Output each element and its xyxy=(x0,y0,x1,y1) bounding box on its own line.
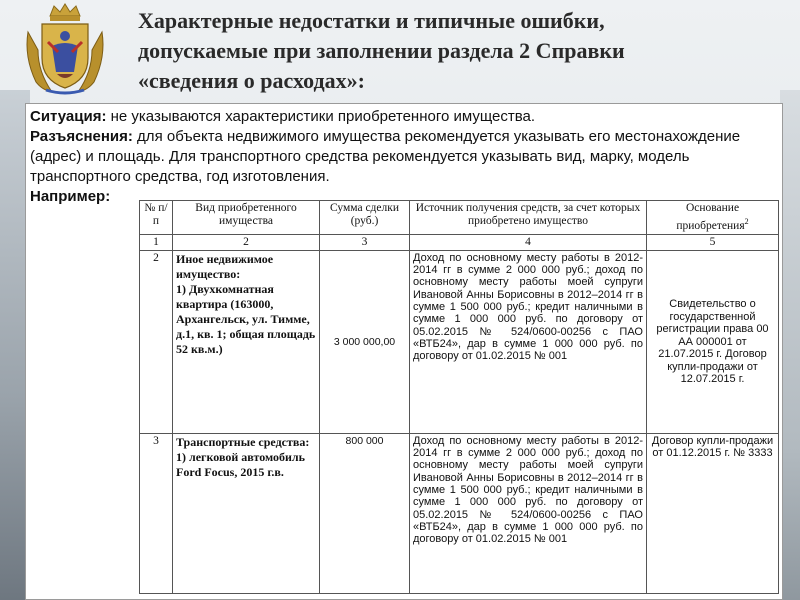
header-sum: Сумма сделки (руб.) xyxy=(320,201,410,235)
index-cell: 4 xyxy=(410,234,647,250)
row-sum: 3 000 000,00 xyxy=(320,250,410,433)
table-row xyxy=(140,433,779,593)
table-index-row xyxy=(140,234,779,250)
row-basis: Свидетельство о государственной регистрации права 00 АА 000001 от 21.07.2015 г. Договор купли-продажи от 12.07.2015 г. xyxy=(647,250,779,433)
header-source: Источник получения средств, за счет которых приобретено имущество xyxy=(410,201,647,235)
index-cell: 3 xyxy=(320,234,410,250)
title-line-1: Характерные недостатки и типичные ошибки, xyxy=(138,8,605,33)
intro-text xyxy=(26,104,782,207)
explanation-label: Разъяснения: xyxy=(30,128,133,145)
row-source: Доход по основному месту работы в 2012-2014 гг в сумме 2 000 000 руб.; доход по основному месту работы моей супруги Ивановой Анны Борисовны в 2012–2014 гг в сумме 1 500 000 руб.; кредит наличными в сумме 1 000 000 руб. по договору от 05.02.2015 № 524/0600-00256 с ПАО «ВТБ24», дар в сумме 1 000 000 руб. по договору от 01.02.2015 № 001 xyxy=(410,250,647,433)
row-num: 3 xyxy=(140,433,173,593)
situation-paragraph xyxy=(30,107,778,127)
index-cell: 1 xyxy=(140,234,173,250)
explanation-paragraph xyxy=(30,127,778,187)
row-property-type xyxy=(173,250,320,433)
table-header-row xyxy=(140,201,779,235)
title-line-3: «сведения о расходах»: xyxy=(138,68,365,93)
property-type-title: Иное недвижимое имущество: xyxy=(176,251,274,281)
header-property-type: Вид приобретенного имущества xyxy=(173,201,320,235)
row-sum: 800 000 xyxy=(320,433,410,593)
header-num: № п/п xyxy=(140,201,173,235)
slide-title xyxy=(138,6,788,96)
header-basis-label: Основание приобретения xyxy=(676,202,745,232)
index-cell: 2 xyxy=(173,234,320,250)
table-row xyxy=(140,250,779,433)
row-basis: Договор купли-продажи от 01.12.2015 г. № 3333 xyxy=(647,433,779,593)
index-cell: 5 xyxy=(647,234,779,250)
background-right-strip xyxy=(780,90,800,600)
expenses-table-wrap xyxy=(139,200,778,594)
property-type-detail: 1) легковой автомобиль Ford Focus, 2015 г.в. xyxy=(176,449,305,479)
expenses-table xyxy=(139,200,779,594)
situation-label: Ситуация: xyxy=(30,108,107,125)
property-type-title: Транспортные средства: xyxy=(176,434,310,449)
explanation-text: для объекта недвижимого имущества рекомендуется указывать его местонахождение (адрес) и площадь. Для транспортного средства рекомендуется указывать вид, марку, модель транспортного средства, год изготовления. xyxy=(30,128,741,185)
content-panel xyxy=(25,103,783,600)
title-line-2: допускаемые при заполнении раздела 2 Справки xyxy=(138,38,625,63)
header-basis-footnote: 2 xyxy=(744,217,749,226)
situation-text: не указываются характеристики приобретенного имущества. xyxy=(106,108,536,125)
property-type-detail: 1) Двухкомнатная квартира (163000, Архангельск, ул. Тимме, д.1, кв. 1; общая площадь 52 кв.м.) xyxy=(176,281,316,356)
header-basis xyxy=(647,201,779,235)
example-label: Например: xyxy=(30,188,111,205)
row-property-type xyxy=(173,433,320,593)
row-source: Доход по основному месту работы в 2012-2014 гг в сумме 2 000 000 руб.; доход по основному месту работы моей супруги Ивановой Анны Борисовны в 2012–2014 гг в сумме 1 500 000 руб.; кредит наличными в сумме 1 000 000 руб. по договору от 05.02.2015 № 524/0600-00256 с ПАО «ВТБ24», дар в сумме 1 000 000 руб. по договору от 01.02.2015 № 001 xyxy=(410,433,647,593)
coat-of-arms-icon xyxy=(22,2,108,96)
row-num: 2 xyxy=(140,250,173,433)
